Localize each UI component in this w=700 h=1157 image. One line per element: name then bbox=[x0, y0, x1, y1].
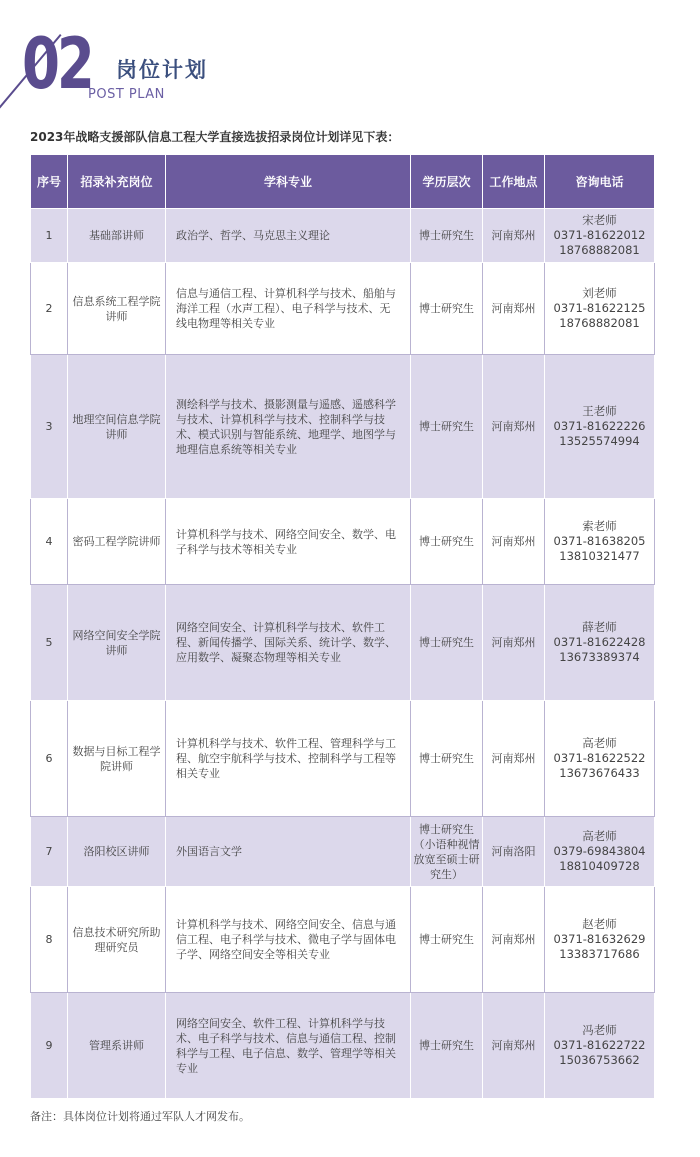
row-degree: 博士研究生 bbox=[411, 701, 483, 817]
row-contact bbox=[545, 993, 655, 1099]
row-major: 网络空间安全、计算机科学与技术、软件工程、新闻传播学、国际关系、统计学、数学、应用数学、凝聚态物理等相关专业 bbox=[166, 585, 411, 701]
row-contact bbox=[545, 355, 655, 499]
section-number: 02 bbox=[22, 23, 92, 105]
contact-name: 薛老师 bbox=[582, 620, 617, 634]
contact-phone-mobile: 13673676433 bbox=[559, 766, 640, 780]
table-row bbox=[31, 263, 655, 355]
row-major: 计算机科学与技术、网络空间安全、信息与通信工程、电子科学与技术、微电子学与固体电子学、网络空间安全等相关专业 bbox=[166, 887, 411, 993]
row-number: 2 bbox=[31, 263, 68, 355]
contact-phone-office: 0371-81638205 bbox=[553, 534, 646, 548]
row-major: 计算机科学与技术、软件工程、管理科学与工程、航空宇航科学与技术、控制科学与工程等相关专业 bbox=[166, 701, 411, 817]
row-number: 8 bbox=[31, 887, 68, 993]
row-post: 数据与目标工程学院讲师 bbox=[68, 701, 166, 817]
row-degree: 博士研究生 bbox=[411, 209, 483, 263]
contact-phone-office: 0371-81622012 bbox=[553, 228, 646, 242]
row-post: 密码工程学院讲师 bbox=[68, 499, 166, 585]
header-major: 学科专业 bbox=[166, 155, 411, 209]
row-place: 河南郑州 bbox=[483, 585, 545, 701]
contact-name: 高老师 bbox=[582, 736, 617, 750]
section-header bbox=[0, 0, 700, 120]
contact-phone-mobile: 13810321477 bbox=[559, 549, 640, 563]
row-degree: 博士研究生 bbox=[411, 263, 483, 355]
contact-name: 宋老师 bbox=[582, 213, 617, 227]
contact-phone-mobile: 13383717686 bbox=[559, 947, 640, 961]
row-contact bbox=[545, 817, 655, 887]
intro-text: 2023年战略支援部队信息工程大学直接选拔招录岗位计划详见下表： bbox=[30, 130, 400, 144]
row-place: 河南郑州 bbox=[483, 993, 545, 1099]
table-row bbox=[31, 993, 655, 1099]
post-plan-table bbox=[30, 154, 655, 1099]
row-place: 河南郑州 bbox=[483, 355, 545, 499]
header-phone: 咨询电话 bbox=[545, 155, 655, 209]
contact-phone-office: 0379-69843804 bbox=[553, 844, 646, 858]
row-number: 1 bbox=[31, 209, 68, 263]
header-degree: 学历层次 bbox=[411, 155, 483, 209]
section-title: 岗位计划 bbox=[116, 58, 208, 82]
row-degree: 博士研究生 bbox=[411, 499, 483, 585]
section-subtitle: POST PLAN bbox=[88, 87, 165, 102]
header-place: 工作地点 bbox=[483, 155, 545, 209]
row-place: 河南郑州 bbox=[483, 887, 545, 993]
table-row bbox=[31, 887, 655, 993]
row-post: 网络空间安全学院讲师 bbox=[68, 585, 166, 701]
contact-phone-mobile: 15036753662 bbox=[559, 1053, 640, 1067]
contact-phone-mobile: 18768882081 bbox=[559, 316, 640, 330]
row-place: 河南郑州 bbox=[483, 499, 545, 585]
contact-phone-mobile: 13525574994 bbox=[559, 434, 640, 448]
row-number: 5 bbox=[31, 585, 68, 701]
contact-phone-office: 0371-81622722 bbox=[553, 1038, 646, 1052]
contact-phone-office: 0371-81622226 bbox=[553, 419, 646, 433]
row-contact bbox=[545, 701, 655, 817]
row-post: 基础部讲师 bbox=[68, 209, 166, 263]
table-row bbox=[31, 585, 655, 701]
row-place: 河南郑州 bbox=[483, 263, 545, 355]
contact-name: 高老师 bbox=[582, 829, 617, 843]
row-contact bbox=[545, 263, 655, 355]
row-major: 外国语言文学 bbox=[166, 817, 411, 887]
contact-name: 刘老师 bbox=[582, 286, 617, 300]
row-degree: 博士研究生 bbox=[411, 355, 483, 499]
row-place: 河南洛阳 bbox=[483, 817, 545, 887]
row-post: 地理空间信息学院讲师 bbox=[68, 355, 166, 499]
row-contact bbox=[545, 499, 655, 585]
row-major: 政治学、哲学、马克思主义理论 bbox=[166, 209, 411, 263]
row-post: 洛阳校区讲师 bbox=[68, 817, 166, 887]
table-row bbox=[31, 209, 655, 263]
contact-name: 冯老师 bbox=[582, 1023, 617, 1037]
row-place: 河南郑州 bbox=[483, 701, 545, 817]
table-row bbox=[31, 701, 655, 817]
footnote: 备注：具体岗位计划将通过军队人才网发布。 bbox=[30, 1110, 250, 1123]
header-no: 序号 bbox=[31, 155, 68, 209]
row-post: 管理系讲师 bbox=[68, 993, 166, 1099]
row-degree: 博士研究生（小语种视情放宽至硕士研究生） bbox=[411, 817, 483, 887]
contact-phone-mobile: 18810409728 bbox=[559, 859, 640, 873]
table-row bbox=[31, 355, 655, 499]
row-post: 信息系统工程学院讲师 bbox=[68, 263, 166, 355]
row-major: 信息与通信工程、计算机科学与技术、船舶与海洋工程（水声工程）、电子科学与技术、无线电物理等相关专业 bbox=[166, 263, 411, 355]
row-degree: 博士研究生 bbox=[411, 993, 483, 1099]
row-major: 网络空间安全、软件工程、计算机科学与技术、电子科学与技术、信息与通信工程、控制科学与工程、电子信息、数学、管理学等相关专业 bbox=[166, 993, 411, 1099]
contact-name: 赵老师 bbox=[582, 917, 617, 931]
row-place: 河南郑州 bbox=[483, 209, 545, 263]
table-header-row bbox=[31, 155, 655, 209]
contact-phone-office: 0371-81622125 bbox=[553, 301, 646, 315]
contact-phone-mobile: 13673389374 bbox=[559, 650, 640, 664]
row-number: 4 bbox=[31, 499, 68, 585]
row-number: 6 bbox=[31, 701, 68, 817]
contact-phone-mobile: 18768882081 bbox=[559, 243, 640, 257]
row-contact bbox=[545, 585, 655, 701]
contact-phone-office: 0371-81622522 bbox=[553, 751, 646, 765]
table-row bbox=[31, 817, 655, 887]
row-contact bbox=[545, 209, 655, 263]
table-row bbox=[31, 499, 655, 585]
row-post: 信息技术研究所助理研究员 bbox=[68, 887, 166, 993]
contact-name: 王老师 bbox=[582, 404, 617, 418]
row-number: 3 bbox=[31, 355, 68, 499]
row-contact bbox=[545, 887, 655, 993]
row-degree: 博士研究生 bbox=[411, 585, 483, 701]
row-number: 7 bbox=[31, 817, 68, 887]
row-major: 计算机科学与技术、网络空间安全、数学、电子科学与技术等相关专业 bbox=[166, 499, 411, 585]
row-degree: 博士研究生 bbox=[411, 887, 483, 993]
header-post: 招录补充岗位 bbox=[68, 155, 166, 209]
contact-phone-office: 0371-81632629 bbox=[553, 932, 646, 946]
row-major: 测绘科学与技术、摄影测量与遥感、遥感科学与技术、计算机科学与技术、控制科学与技术、模式识别与智能系统、地理学、地图学与地理信息系统等相关专业 bbox=[166, 355, 411, 499]
row-number: 9 bbox=[31, 993, 68, 1099]
contact-name: 索老师 bbox=[582, 519, 617, 533]
contact-phone-office: 0371-81622428 bbox=[553, 635, 646, 649]
